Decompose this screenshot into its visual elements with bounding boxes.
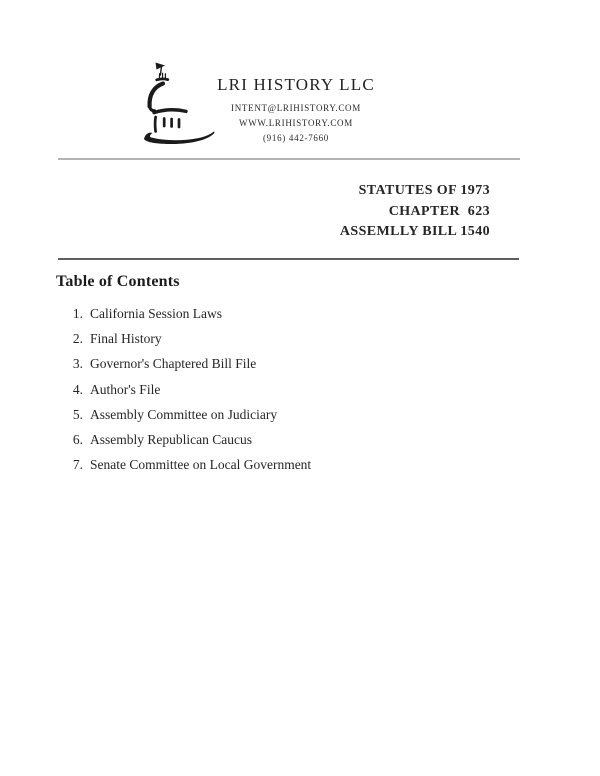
toc-list xyxy=(68,301,488,477)
toc-item-label: Assembly Republican Caucus xyxy=(90,431,252,447)
toc-item xyxy=(68,301,488,326)
toc-item xyxy=(68,351,488,376)
case-info-block xyxy=(58,181,490,243)
company-website: WWW.LRIHISTORY.COM xyxy=(239,118,353,128)
company-email: INTENT@LRIHISTORY.COM xyxy=(231,103,361,113)
company-phone: (916) 442-7660 xyxy=(262,133,330,143)
toc-item-label: Assembly Committee on Judiciary xyxy=(90,406,278,422)
assembly-bill-line: ASSEMLLY BILL 1540 xyxy=(339,224,490,239)
toc-title: Table of Contents xyxy=(56,273,180,290)
toc-item xyxy=(68,452,488,477)
toc-item-number: 4. xyxy=(72,381,83,397)
case-info-divider-line xyxy=(58,258,519,260)
toc-item-number: 7. xyxy=(72,457,83,473)
toc-item xyxy=(68,402,488,427)
toc-item-label: Author's File xyxy=(90,381,161,397)
toc-item-label: Governor's Chaptered Bill File xyxy=(90,356,257,372)
chapter-line: CHAPTER 623 xyxy=(388,203,490,219)
toc-item-number: 3. xyxy=(72,356,83,372)
toc-item-label: California Session Laws xyxy=(90,306,222,321)
letterhead xyxy=(196,74,396,146)
statutes-line: STATUTES OF 1973 xyxy=(358,183,490,198)
toc-item xyxy=(68,427,488,452)
toc-item-label: Senate Committee on Local Government xyxy=(90,457,312,473)
toc-item xyxy=(68,377,488,402)
company-name: LRI HISTORY LLC xyxy=(217,75,375,94)
toc-item-label: Final History xyxy=(90,331,162,347)
toc-item-number: 5. xyxy=(72,406,83,422)
toc-item-number: 2. xyxy=(72,331,83,347)
toc-item xyxy=(68,326,488,351)
toc-item-number: 6. xyxy=(72,431,83,447)
toc-item-number: 1. xyxy=(72,306,83,321)
header-divider-line xyxy=(58,158,520,160)
